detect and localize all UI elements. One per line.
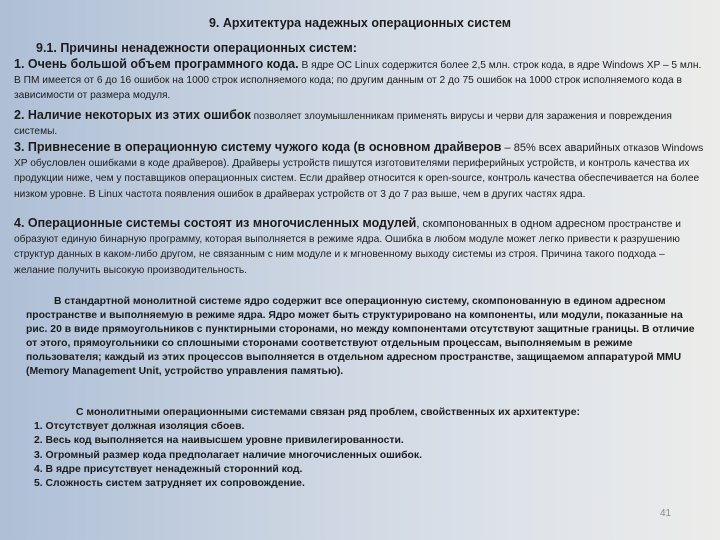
slide-title: 9. Архитектура надежных операционных систем	[208, 16, 512, 30]
list-item: 2. Весь код выполняется на наивысшем уровне привилегированности.	[34, 435, 404, 447]
point-3-text-lead: – 85% всех аварийных	[501, 142, 621, 154]
problems-intro: С монолитными операционными системами связан ряд проблем, свойственных их архитектуре:	[76, 407, 580, 418]
point-2-heading: 2. Наличие некоторых из этих ошибок	[14, 108, 251, 122]
point-1	[14, 57, 708, 104]
point-4-heading: 4. Операционные системы состоят из многочисленных модулей	[14, 216, 417, 230]
point-3-heading: 3. Привнесение в операционную систему чужого кода (в основном драйверов	[14, 140, 502, 154]
list-item: 5. Сложность систем затрудняет их сопровождение.	[34, 478, 305, 490]
list-item: 1. Отсутствует должная изоляция сбоев.	[34, 421, 245, 432]
page-number: 41	[660, 508, 672, 519]
point-3	[14, 140, 708, 202]
point-3-text: отказов Windows XP обусловлен ошибками в коде драйверов). Драйверы устройств пишутся изготовителями периферийных устройств, и контроль качества их продукции ниже, чем у поставщиков операционных систем. Если драйвер относится к open-source, контроль качества обеспечивается на более низком уровне. В Linux частота появления ошибок в драйверах устройств от 3 до 7 раз выше, чем в других частях ядра.	[14, 143, 704, 200]
point-1-heading: 1. Очень большой объем программного кода.	[14, 57, 299, 71]
list-item: 4. В ядре присутствует ненадежный сторонний код.	[34, 463, 303, 475]
list-item: 3. Огромный размер кода предполагает наличие многочисленных ошибок.	[34, 449, 422, 461]
section-subtitle: 9.1. Причины ненадежности операционных систем:	[36, 41, 357, 55]
point-2	[14, 108, 708, 139]
point-4-text: пространстве и образуют единую бинарную программу, которая выполняется в режиме ядра. Ошибка в любом модуле может легко привести к разрушению структур данных в каком-либо другом, не связанным с ним модуле и к мгновенному выходу системы из строя. Причина такого подхода – желание получить высокую производительность.	[14, 219, 681, 276]
monolithic-paragraph: В стандартной монолитной системе ядро содержит все операционную систему, скомпонованную в едином адресном пространстве и выполняемую в режиме ядра. Ядро может быть структурировано на компоненты, или модули, показанные на рис. 20 в виде прямоугольников с пунктирными сторонами, но между компонентами отсутствуют защитные границы. В отличие от этого, прямоугольники со сплошными сторонами соответствуют отдельным процессам, выполняемым в режиме пользователя; каждый из этих процессов выполняется в отдельном адресном пространстве, защищаемом аппаратурой MMU (Memory Management Unit, устройство управления памятью).	[26, 296, 695, 377]
point-2-text: позволяет злоумышленникам применять вирусы и черви для заражения и повреждения системы.	[14, 111, 672, 138]
point-4-text-lead: , скомпонованных в одном адресном	[416, 218, 606, 230]
point-4	[14, 216, 708, 278]
problems-list	[34, 420, 422, 491]
point-1-text: В ядре ОС Linux содержится более 2,5 млн. строк кода, в ядре Windows XP – 5 млн. В ПМ имеется от 6 до 16 ошибок на 1000 строк исполняемого кода; по другим данным от 2 до 75 ошибок на 1000 строк исполняемого кода в зависимости от размера модуля.	[14, 60, 702, 102]
